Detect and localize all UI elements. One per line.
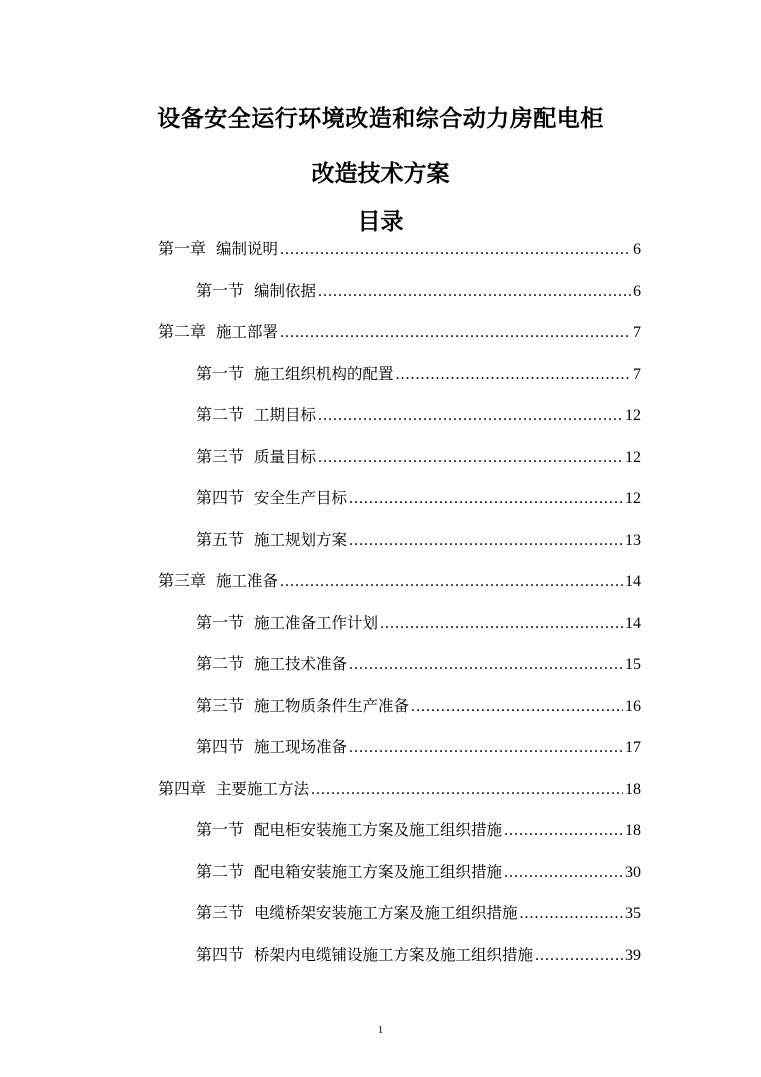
toc-entry[interactable] [196,610,641,632]
dot-leader [380,615,623,633]
dot-leader [349,739,623,757]
toc-entry[interactable] [196,444,641,466]
toc-entry-number: 第二节 [196,656,245,673]
toc-entry-number: 第五节 [196,531,245,549]
toc-entry-number: 第二节 [196,407,245,424]
toc-entry-title: 质量目标 [254,447,317,466]
toc-entry-number: 第三章 [158,573,207,590]
toc-entry-number: 第四节 [196,490,245,507]
dot-leader [280,241,631,259]
toc-entry-number: 第二章 [158,324,207,341]
toc-entry-number: 第一节 [196,614,245,632]
dot-leader [504,822,623,840]
toc-entry-title: 编制说明 [216,240,279,258]
toc-entry-page: 14 [625,614,641,632]
toc-entry[interactable] [196,485,641,507]
toc-entry[interactable] [158,236,641,258]
dot-leader [280,573,623,591]
toc-entry-page: 13 [625,531,641,549]
dot-leader [318,407,623,425]
toc-entry-number: 第四节 [196,739,245,756]
toc-entry-page: 35 [625,905,641,922]
toc-entry-title: 配电箱安装施工方案及施工组织措施 [254,862,503,881]
toc-entry-number: 第三节 [196,697,245,715]
toc-entry-title: 施工技术准备 [254,655,348,673]
toc-entry[interactable] [196,859,641,881]
toc-entry-page: 16 [625,697,641,715]
toc-entry-page: 17 [625,739,641,756]
dot-leader [349,656,623,674]
toc-heading: 目录 [357,209,404,235]
toc-entry-title: 配电柜安装施工方案及施工组织措施 [254,821,503,839]
toc-entry-title: 施工准备工作计划 [254,613,379,632]
toc-entry-page: 7 [633,365,641,383]
toc-entry-number: 第三节 [196,905,245,922]
toc-entry-title: 工期目标 [254,406,317,424]
toc-entry-title: 施工组织机构的配置 [254,364,394,383]
toc-entry-number: 第四节 [196,946,245,964]
toc-entry-title: 施工部署 [216,323,279,341]
toc-entry-title: 施工规划方案 [254,530,348,549]
toc-entry-page: 6 [633,282,641,300]
toc-entry[interactable] [196,900,641,922]
toc-entry[interactable] [196,734,641,756]
dot-leader [349,490,623,508]
dot-leader [396,366,631,384]
toc-entry[interactable] [196,361,641,383]
dot-leader [520,905,623,923]
toc-entry-page: 30 [625,863,641,881]
toc-entry[interactable] [196,527,641,549]
toc-entry[interactable] [196,817,641,839]
toc-entry-page: 7 [633,324,641,341]
toc-entry-title: 编制依据 [254,281,317,300]
toc-entry-number: 第一节 [196,822,245,839]
toc-entry-page: 15 [625,656,641,673]
document-title-line-2: 改造技术方案 [311,161,450,187]
page-number: 1 [377,1024,384,1036]
toc-entry-page: 14 [625,573,641,590]
toc-entry[interactable] [196,693,641,715]
toc-entry-number: 第二节 [196,863,245,881]
toc-entry[interactable] [158,776,641,798]
dot-leader [535,947,623,965]
toc-entry-number: 第一节 [196,282,245,300]
toc-entry-page: 39 [625,946,641,964]
toc-entry-title: 施工物质条件生产准备 [254,696,410,715]
toc-entry[interactable] [196,278,641,300]
toc-entry-page: 18 [625,822,641,839]
toc-entry-page: 18 [625,780,641,798]
toc-entry-number: 第三节 [196,448,245,466]
dot-leader [318,283,631,301]
toc-entry-title: 安全生产目标 [254,489,348,507]
toc-entry[interactable] [196,402,641,424]
toc-entry-page: 6 [633,241,641,258]
dot-leader [349,532,623,550]
toc-entry-number: 第四章 [158,780,207,798]
toc-entry-title: 施工现场准备 [254,738,348,756]
toc-entry-page: 12 [625,407,641,424]
toc-entry-title: 施工准备 [216,572,279,590]
dot-leader [318,449,623,467]
dot-leader [280,324,631,342]
toc-entry[interactable] [158,319,641,341]
toc-entry[interactable] [158,568,641,590]
dot-leader [504,864,623,882]
dot-leader [311,781,623,799]
toc-entry[interactable] [196,651,641,673]
toc-entry-page: 12 [625,490,641,507]
toc-entry-title: 电缆桥架安装施工方案及施工组织措施 [254,904,518,922]
document-title-line-1: 设备安全运行环境改造和综合动力房配电柜 [157,106,604,132]
toc-entry-number: 第一章 [158,241,207,258]
toc-entry-page: 12 [625,448,641,466]
toc-entry-title: 主要施工方法 [216,779,310,798]
toc-entry[interactable] [196,942,641,964]
dot-leader [411,698,623,716]
toc-entry-title: 桥架内电缆铺设施工方案及施工组织措施 [254,945,534,964]
toc-entry-number: 第一节 [196,365,245,383]
